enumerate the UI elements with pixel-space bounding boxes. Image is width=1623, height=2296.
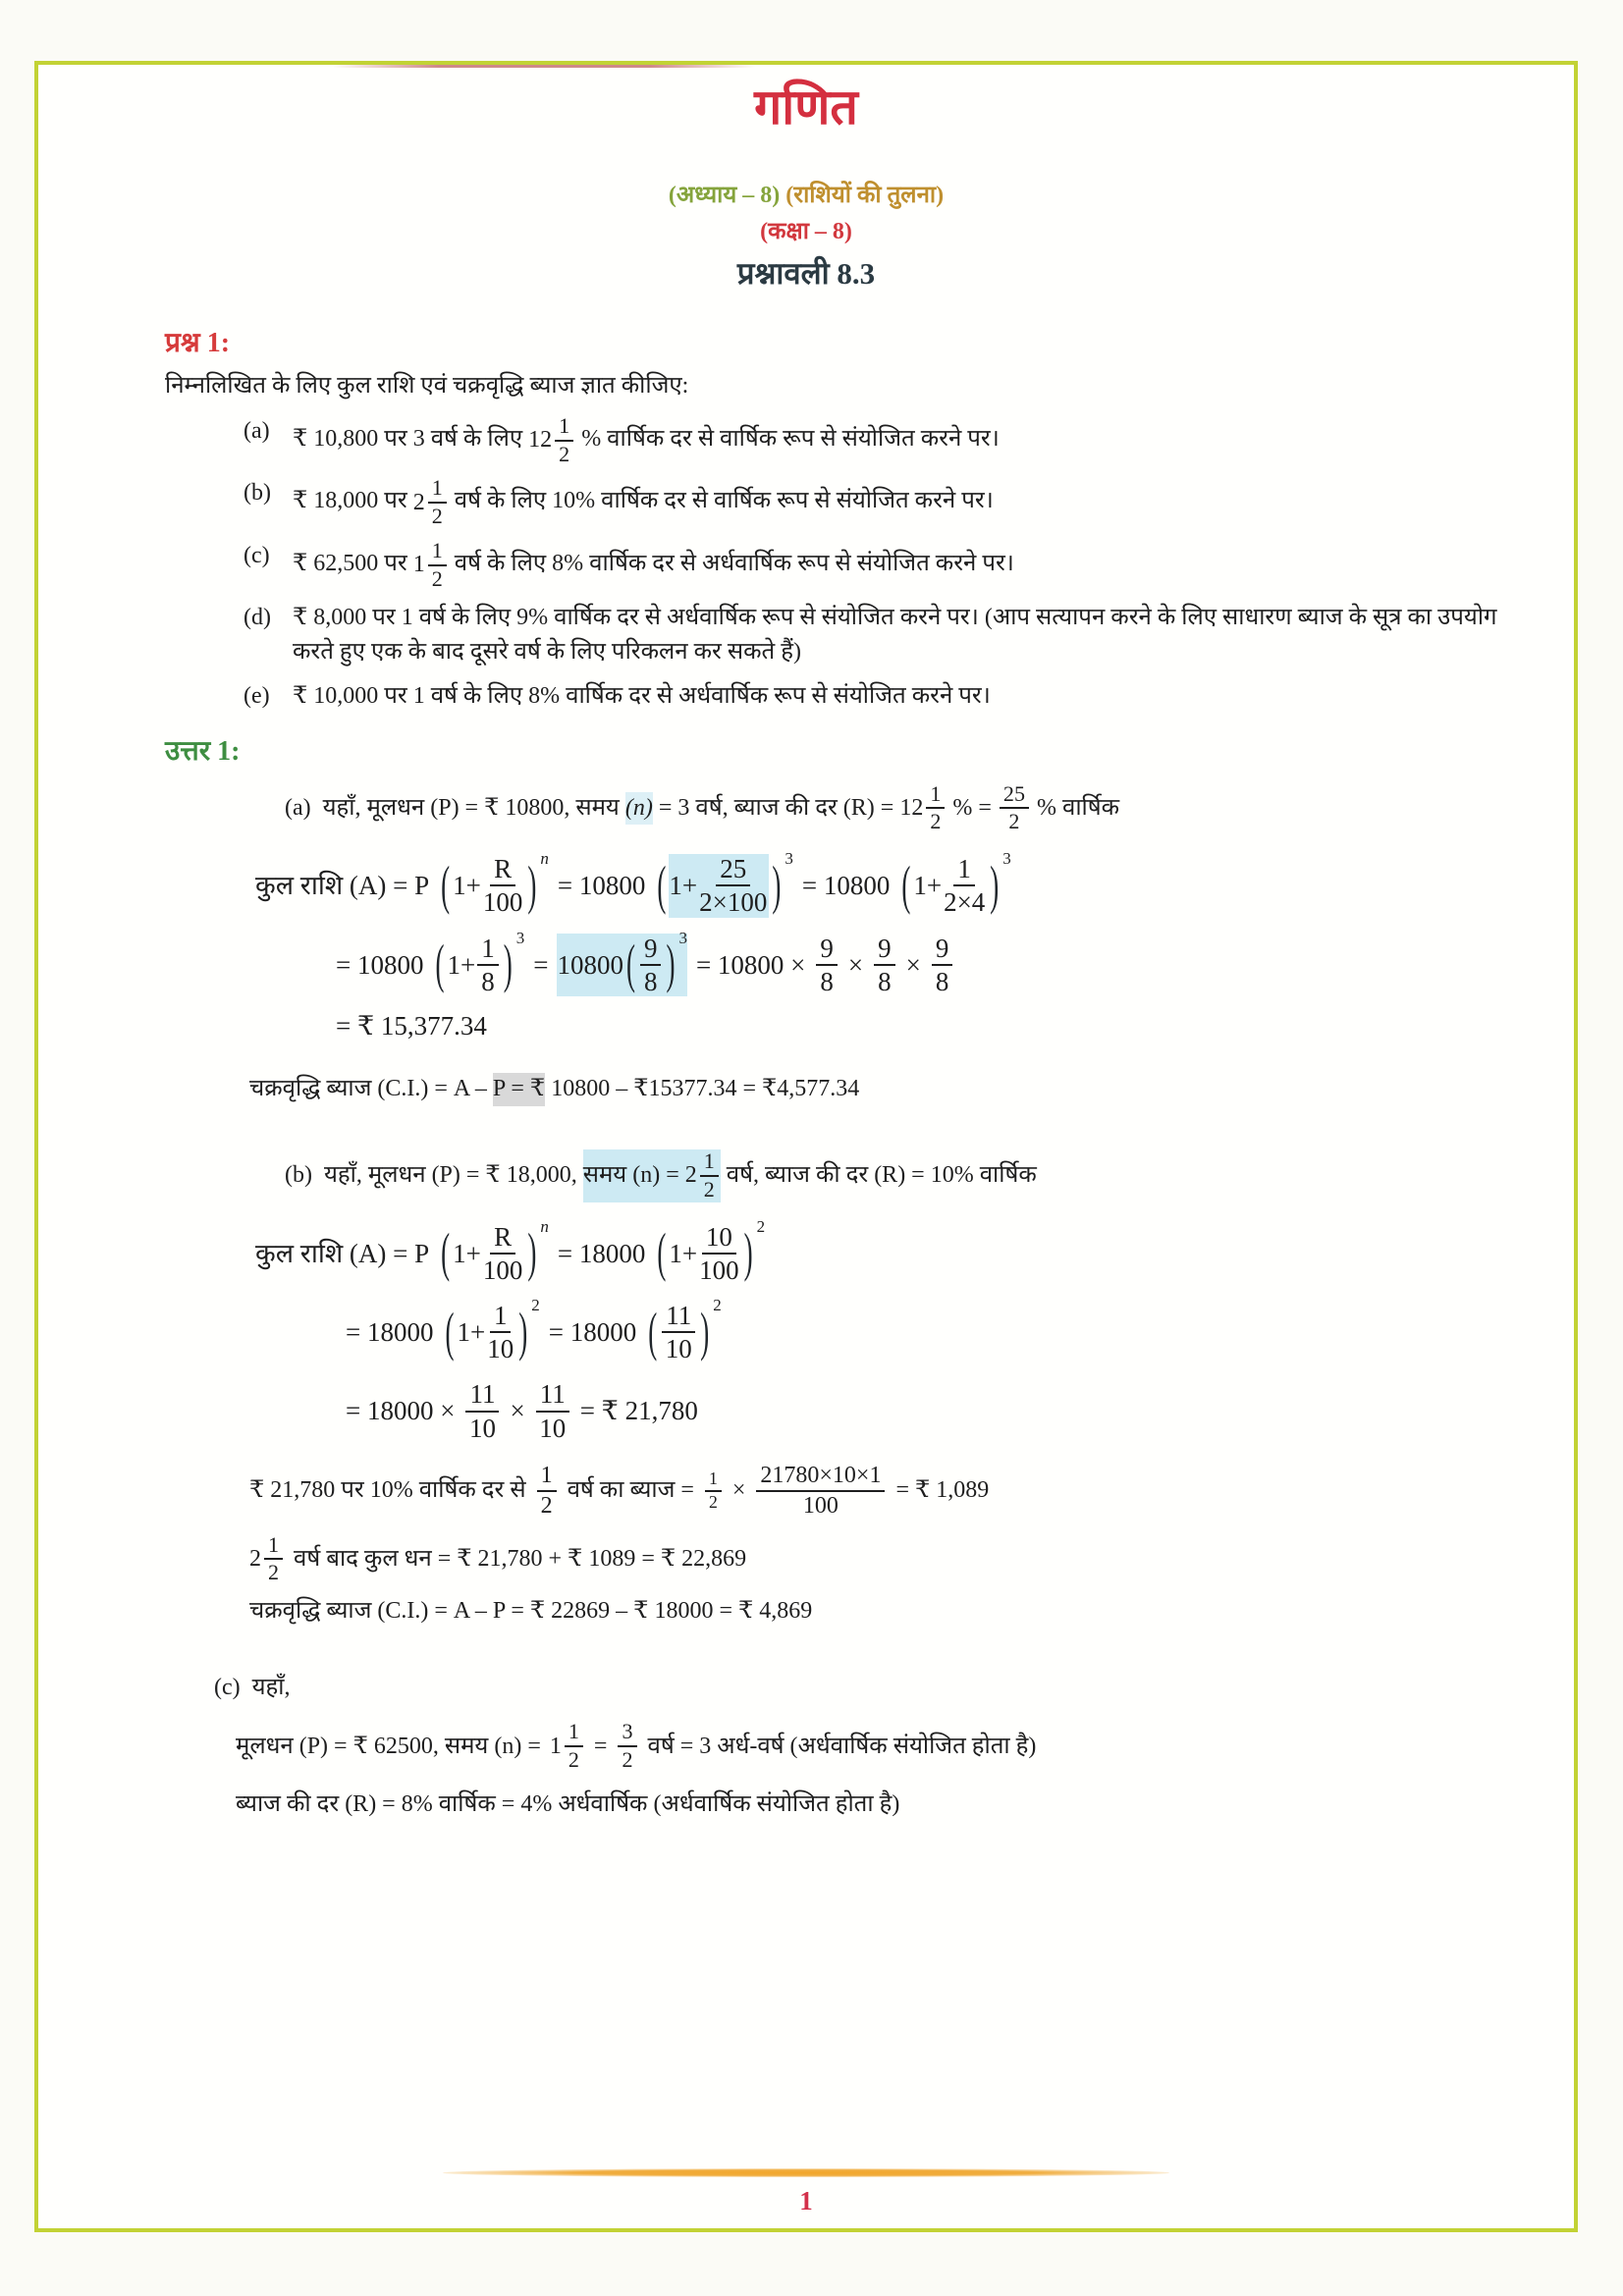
coefficient: 10800: [557, 949, 623, 980]
math-term: [442, 1295, 540, 1364]
close-paren: ): [518, 1301, 528, 1362]
ci-post: 10800 – ₹15377.34 = ₹4,577.34: [551, 1076, 860, 1102]
fraction-numerator: 1: [477, 934, 499, 966]
equals-value: = 10800: [336, 949, 424, 980]
fraction-numerator: 25: [716, 854, 750, 886]
fraction: [932, 934, 953, 996]
fraction-denominator: 100: [482, 1255, 523, 1285]
exponent: 2: [756, 1216, 766, 1236]
fraction-numerator: 1: [490, 1301, 512, 1333]
fraction-numerator: 9: [640, 934, 662, 966]
answer-a-formula-2: [336, 928, 1535, 996]
fraction-numerator: 1: [953, 854, 975, 886]
exponent: 2: [713, 1295, 722, 1314]
equals-value: = 10800 ×: [695, 949, 806, 980]
page-title: गणित: [754, 80, 858, 134]
question-heading: प्रश्न 1:: [165, 328, 231, 358]
fraction-numerator: 1: [700, 1149, 719, 1177]
answer-b-formula-1: [255, 1216, 1535, 1285]
fraction-denominator: 8: [935, 966, 949, 996]
principal-time-tail: वर्ष = 3 अर्ध-वर्ष (अर्धवार्षिक संयोजित होता है): [647, 1733, 1037, 1759]
answer-c-intro-text: यहाँ,: [251, 1674, 291, 1700]
fraction: [536, 1379, 569, 1442]
fraction-denominator: 2: [622, 1747, 633, 1772]
fraction-denominator: 2: [703, 1176, 715, 1201]
highlighted-term: [557, 928, 687, 996]
fraction-numerator: 1: [428, 539, 447, 566]
answer-a-intro-tail: % वार्षिक: [1036, 794, 1120, 821]
mixed-fraction: [899, 782, 947, 834]
page-content: [38, 323, 1574, 1821]
fraction-numerator: 1: [565, 1720, 583, 1747]
mixed-fraction: [413, 476, 449, 528]
item-label: (b): [243, 480, 271, 507]
math-term: [654, 849, 793, 918]
answer-b-total-line: [249, 1533, 1535, 1585]
fraction-denominator: 2: [431, 504, 443, 529]
item-text-pre: ₹ 62,500 पर: [293, 551, 407, 577]
mixed-integer: 12: [528, 427, 553, 454]
equals-value: = 10800: [557, 871, 646, 901]
fraction-numerator: 11: [536, 1379, 569, 1412]
fraction-denominator: 8: [820, 966, 834, 996]
chapter-label: (अध्याय – 8): [668, 183, 781, 208]
fraction-denominator: 2: [559, 441, 570, 466]
topic-label: (राशियों की तुलना): [785, 183, 945, 208]
fraction-numerator: 1: [926, 782, 945, 810]
fraction-numerator: 1: [264, 1533, 283, 1561]
fraction-denominator: 2: [568, 1747, 579, 1772]
exponent: 3: [515, 928, 525, 947]
fraction: [926, 782, 945, 834]
answer-c-line-3: [236, 1789, 1535, 1822]
exercise-title: प्रश्नावली 8.3: [736, 256, 876, 291]
open-paren: (: [445, 1301, 455, 1362]
time-label: समय (n) =: [582, 1161, 679, 1188]
question-intro: निम्नलिखित के लिए कुल राशि एवं चक्रवृद्धि ब्याज ज्ञात कीजिए:: [165, 373, 689, 399]
answer-label: (c): [214, 1674, 241, 1700]
footer-divider: [443, 2168, 1169, 2177]
answer-b-intro: [285, 1149, 1535, 1201]
fraction: [428, 476, 447, 528]
ci-text: चक्रवृद्धि ब्याज (C.I.) = A – P = ₹ 22869 – ₹ 18000 = ₹ 4,869: [249, 1598, 813, 1625]
close-paren: ): [527, 854, 537, 916]
term-pre: 1+: [913, 871, 943, 901]
fraction: [477, 934, 499, 996]
fraction: [483, 1222, 523, 1285]
math-term: [645, 1295, 722, 1364]
answer-b-intro-pre: यहाँ, मूलधन (P) = ₹ 18,000,: [323, 1161, 577, 1188]
times-sign: ×: [510, 1396, 525, 1426]
fraction-denominator: 2: [930, 809, 942, 834]
item-text: [293, 414, 1000, 466]
item-label: (e): [243, 682, 270, 709]
fraction-numerator: 21780×10×1: [756, 1463, 885, 1492]
fraction: [618, 1720, 636, 1772]
fraction-denominator: 100: [802, 1492, 839, 1519]
term-pre: 1+: [669, 1238, 698, 1268]
fraction: [264, 1533, 283, 1585]
open-paren: (: [441, 854, 451, 916]
fraction-numerator: 9: [932, 934, 953, 966]
fraction-denominator: 8: [643, 966, 658, 996]
fraction-numerator: 9: [816, 934, 838, 966]
mixed-fraction: [528, 414, 575, 466]
exponent: 3: [678, 928, 687, 947]
mixed-fraction: [685, 1149, 721, 1201]
fraction-numerator: 25: [1000, 782, 1029, 810]
fraction: [565, 1720, 583, 1772]
item-label: (c): [243, 542, 270, 568]
item-text-post: वर्ष के लिए 10% वार्षिक दर से वार्षिक रूप से संयोजित करने पर।: [454, 488, 994, 514]
times-sign: ×: [905, 949, 921, 980]
fraction-numerator: R: [490, 854, 515, 886]
item-text: [293, 476, 994, 528]
fraction-denominator: 10: [539, 1413, 567, 1443]
variable-n: (n): [625, 792, 653, 826]
fraction: [816, 934, 838, 996]
question-items: [243, 414, 1535, 714]
question-item-a: [243, 414, 1500, 466]
item-text-pre: ₹ 18,000 पर: [293, 488, 407, 514]
fraction: [874, 934, 895, 996]
equals-value: = 18000: [346, 1317, 434, 1347]
fraction: [487, 1301, 514, 1363]
mixed-integer: 1: [549, 1733, 562, 1759]
result-value: = ₹ 1,089: [895, 1477, 990, 1504]
page-number: 1: [799, 2186, 813, 2216]
answer-heading: उत्तर 1:: [165, 735, 241, 767]
fraction: [483, 854, 523, 917]
close-paren: ): [743, 1221, 753, 1283]
item-text: ₹ 8,000 पर 1 वर्ष के लिए 9% वार्षिक दर से अर्धवार्षिक रूप से संयोजित करने पर। (आप सत्यापन करने के लिए साधारण ब्याज के सूत्र का उपयोग करते हुए एक के बाद दूसरे वर्ष के लिए परिकलन कर सकते हैं): [293, 605, 1497, 666]
fraction-numerator: 10: [702, 1222, 736, 1255]
fraction-denominator: 8: [878, 966, 892, 996]
answer-a-result: [336, 1010, 1535, 1041]
chapter-subtitle: [38, 178, 1574, 210]
result-value: = ₹ 21,780: [579, 1396, 698, 1426]
interest-mid: वर्ष का ब्याज =: [567, 1477, 694, 1504]
answer-label: (a): [285, 794, 311, 821]
fraction: [465, 1379, 499, 1442]
fraction-denominator: 100: [482, 887, 523, 918]
fraction-denominator: 2: [1008, 809, 1020, 834]
fraction: [662, 1301, 695, 1363]
fraction-denominator: 2: [708, 1491, 718, 1512]
fraction-numerator: 1: [537, 1463, 557, 1492]
highlighted-term: [669, 854, 769, 917]
fraction-numerator: 11: [465, 1379, 499, 1412]
interest-pre: ₹ 21,780 पर 10% वार्षिक दर से: [249, 1477, 526, 1504]
principal-time-pre: मूलधन (P) = ₹ 62500, समय (n) =: [236, 1733, 541, 1759]
fraction: [699, 854, 767, 917]
equals-value: = 18000: [557, 1238, 646, 1268]
mixed-fraction: [249, 1533, 285, 1585]
answer-a-intro-mid: = 3 वर्ष, ब्याज की दर (R) =: [658, 794, 894, 821]
mixed-integer: 1: [412, 552, 425, 578]
open-paren: (: [648, 1301, 658, 1362]
result-value: = ₹ 15,377.34: [336, 1011, 487, 1041]
item-text: [293, 539, 1014, 591]
mixed-integer: 2: [249, 1545, 261, 1572]
answer-b-formula-3: [346, 1379, 1535, 1442]
open-paren: (: [901, 854, 911, 916]
fraction-numerator: 9: [874, 934, 895, 966]
fraction-denominator: 100: [699, 1255, 739, 1285]
answer-a-intro: [285, 782, 1535, 834]
item-label: (a): [243, 418, 270, 444]
term-pre: 1+: [453, 871, 481, 901]
item-text-post: वर्ष के लिए 8% वार्षिक दर से अर्धवार्षिक रूप से संयोजित करने पर।: [454, 551, 1014, 577]
term-pre: 1+: [453, 1238, 481, 1268]
highlighted-term: [583, 1149, 721, 1201]
math-term: [432, 928, 525, 996]
equals-value: = 18000: [548, 1317, 637, 1347]
item-text-pre: ₹ 10,800 पर 3 वर्ष के लिए: [293, 426, 523, 453]
fraction-denominator: 2: [540, 1492, 553, 1519]
term-pre: 1+: [447, 949, 476, 980]
open-paren: (: [657, 1221, 667, 1283]
equals-sign: =: [533, 949, 549, 980]
exponent: 3: [1002, 849, 1011, 869]
fraction-denominator: 10: [487, 1334, 514, 1364]
fraction: [1000, 782, 1029, 834]
fraction: [555, 414, 573, 466]
math-term: [898, 849, 1011, 918]
answer-c-intro: [214, 1672, 1535, 1705]
answer-label: (b): [285, 1161, 312, 1188]
answer-a-formula-1: [255, 849, 1535, 918]
fraction: [640, 934, 662, 996]
fraction-numerator: 1: [428, 476, 447, 504]
fraction: [944, 854, 985, 917]
times-sign: ×: [847, 949, 864, 980]
open-paren: (: [441, 1221, 451, 1283]
ci-highlight: P = ₹: [493, 1073, 545, 1106]
fraction-denominator: 8: [481, 966, 495, 996]
answer-b-formula-2: [346, 1295, 1535, 1364]
formula-lead: कुल राशि (A) = P: [255, 1238, 430, 1268]
fraction-denominator: 10: [468, 1413, 496, 1443]
fraction-denominator: 10: [665, 1334, 692, 1364]
answer-b-ci-line: [249, 1595, 1535, 1629]
class-label: (कक्षा – 8): [760, 219, 852, 244]
exponent: n: [540, 1216, 549, 1236]
equals-sign: =: [593, 1733, 608, 1759]
fraction-denominator: 2×100: [699, 887, 768, 918]
fraction: [428, 539, 447, 591]
open-paren: (: [657, 854, 667, 916]
mixed-fraction: [550, 1720, 585, 1772]
fraction: [700, 1149, 719, 1201]
open-paren: (: [625, 934, 635, 994]
item-label: (d): [243, 605, 271, 631]
open-paren: (: [435, 934, 445, 994]
fraction: [537, 1463, 557, 1520]
fraction: [699, 1222, 739, 1285]
fraction-denominator: 2×4: [944, 887, 986, 918]
answer-a-intro-pre: यहाँ, मूलधन (P) = ₹ 10800, समय: [322, 794, 620, 821]
page-header: [38, 80, 1574, 294]
item-text-post: % वार्षिक दर से वार्षिक रूप से संयोजित करने पर।: [581, 426, 1000, 453]
close-paren: ): [503, 934, 513, 994]
answer-a-ci-line: [249, 1073, 1535, 1106]
rate-text: ब्याज की दर (R) = 8% वार्षिक = 4% अर्धवार्षिक (अर्धवार्षिक संयोजित होता है): [236, 1790, 900, 1817]
close-paren: ): [527, 1221, 537, 1283]
close-paren: ): [990, 854, 1000, 916]
fraction-numerator: 3: [618, 1720, 636, 1747]
page-frame: [34, 61, 1578, 2232]
exponent: 2: [531, 1295, 540, 1314]
equals-value: = 10800: [801, 871, 891, 901]
times-sign: ×: [731, 1477, 746, 1504]
item-text: ₹ 10,000 पर 1 वर्ष के लिए 8% वार्षिक दर से अर्धवार्षिक रूप से संयोजित करने पर।: [293, 682, 991, 709]
close-paren: ): [666, 934, 676, 994]
mixed-integer: 12: [899, 794, 924, 821]
question-item-d: [243, 601, 1500, 669]
close-paren: ): [772, 854, 782, 916]
fraction-numerator: R: [490, 1222, 515, 1255]
term-pre: 1+: [457, 1317, 486, 1347]
close-paren: ): [700, 1301, 710, 1362]
mixed-fraction: [413, 539, 449, 591]
fraction-numerator: 11: [662, 1301, 695, 1333]
ci-pre: चक्रवृद्धि ब्याज (C.I.) = A –: [249, 1076, 487, 1102]
term-pre: 1+: [669, 871, 698, 901]
question-item-e: [243, 679, 1500, 714]
fraction-numerator: 1: [705, 1469, 722, 1492]
answer-b-interest-line: [249, 1463, 1535, 1520]
total-text: वर्ष बाद कुल धन = ₹ 21,780 + ₹ 1089 = ₹ 22,869: [294, 1545, 747, 1572]
fraction-numerator: 1: [555, 414, 573, 442]
question-item-c: [243, 539, 1500, 591]
answer-c-line-2: [236, 1720, 1535, 1772]
answer-b-intro-tail: वर्ष, ब्याज की दर (R) = 10% वार्षिक: [726, 1161, 1037, 1188]
formula-lead: कुल राशि (A) = P: [255, 871, 430, 901]
math-term: [438, 849, 549, 918]
fraction: [756, 1463, 885, 1520]
percent-equals: % =: [952, 794, 992, 821]
math-term: [438, 1216, 549, 1285]
mixed-integer: 2: [412, 489, 425, 515]
math-term: [654, 1216, 766, 1285]
fraction-denominator: 2: [268, 1560, 280, 1585]
exponent: n: [540, 849, 549, 869]
exponent: 3: [784, 849, 793, 869]
mixed-integer: 2: [684, 1161, 697, 1188]
fraction-denominator: 2: [431, 565, 443, 591]
fraction: [705, 1469, 722, 1513]
question-item-b: [243, 476, 1500, 528]
equals-value: = 18000 ×: [346, 1396, 456, 1426]
